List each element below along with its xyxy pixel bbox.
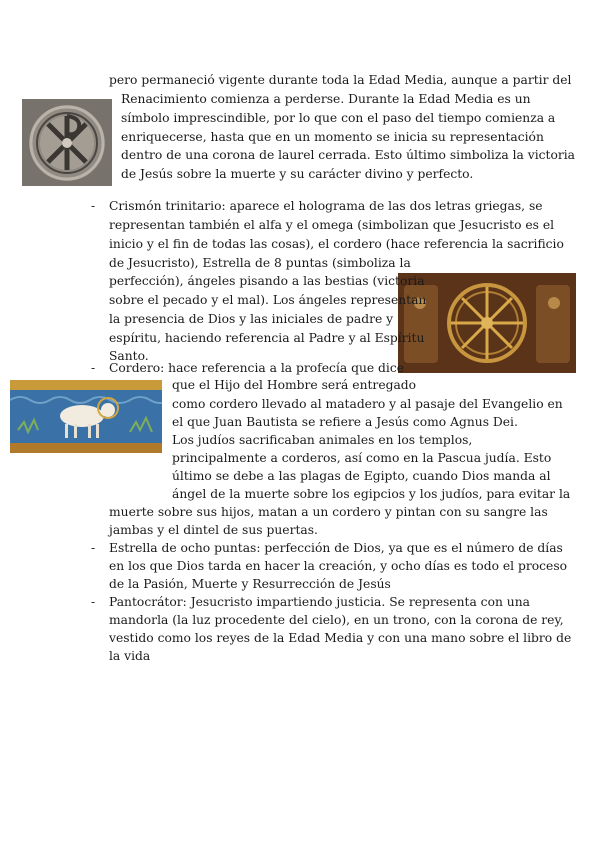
intro-line: dentro de una corona de laurel cerrada. Esto último simboliza la victoria	[121, 148, 576, 162]
bullet-marker: -	[91, 541, 96, 555]
cordero-line: que el Hijo del Hombre será entregado	[172, 378, 417, 392]
crismon-line: perfección), ángeles pisando a las bestias (victoria	[109, 274, 425, 288]
cordero-line: como cordero llevado al matadero y al pasaje del Evangelio en	[172, 397, 563, 411]
crismon-line: Santo.	[109, 349, 149, 363]
crismon-line: inicio y el fin de todas las cosas), el cordero (hace referencia la sacrificio	[109, 237, 564, 251]
crismon-line: sobre el pecado y el mal). Los ángeles representan	[109, 293, 427, 307]
crismon-trinitario-image	[398, 273, 576, 373]
bullet-marker: -	[91, 361, 96, 375]
cordero-line: principalmente a corderos, así como en la Pascua judía. Esto	[172, 451, 552, 465]
intro-line: símbolo imprescindible, por lo que con el paso del tiempo comienza a	[121, 111, 556, 125]
crismon-line: la presencia de Dios y las iniciales de padre y	[109, 312, 394, 326]
bullet-marker: -	[91, 595, 96, 609]
pantocrator-line: mandorla (la luz procedente del cielo), en un trono, con la corona de rey,	[109, 613, 564, 627]
crismon-stone-image	[22, 99, 112, 186]
cordero-line: jambas y el dintel de sus puertas.	[109, 523, 318, 537]
cordero-line: último se debe a las plagas de Egipto, cuando Dios manda al	[172, 469, 551, 483]
bullet-marker: -	[91, 199, 96, 213]
cordero-line: ángel de la muerte sobre los egipcios y los judíos, para evitar la	[172, 487, 571, 501]
intro-line: pero permaneció vigente durante toda la Edad Media, aunque a partir del	[109, 73, 572, 87]
crismon-line: espíritu, haciendo referencia al Padre y al Espíritu	[109, 331, 425, 345]
pantocrator-line: Pantocrátor: Jesucristo impartiendo justicia. Se representa con una	[109, 595, 530, 609]
crismon-line: Crismón trinitario: aparece el holograma de las dos letras griegas, se	[109, 199, 543, 213]
estrella-line: Estrella de ocho puntas: perfección de Dios, ya que es el número de días	[109, 541, 563, 555]
intro-line: enriquecerse, hasta que en un momento se inicia su representación	[121, 130, 544, 144]
estrella-line: de la Pasión, Muerte y Resurrección de Jesús	[109, 577, 391, 591]
estrella-line: en los que Dios tarda en hacer la creación, y ocho días es todo el proceso	[109, 559, 568, 573]
cordero-line: muerte sobre sus hijos, matan a un cordero y pintan con su sangre las	[109, 505, 548, 519]
intro-line: Renacimiento comienza a perderse. Durante la Edad Media es un	[121, 92, 531, 106]
cordero-image	[10, 380, 162, 453]
pantocrator-line: vestido como los reyes de la Edad Media y con una mano sobre el libro de	[109, 631, 572, 645]
cordero-line: el que Juan Bautista se refiere a Jesús como Agnus Dei.	[172, 415, 518, 429]
cordero-line: Los judíos sacrificaban animales en los templos,	[172, 433, 473, 447]
crismon-line: de Jesucristo), Estrella de 8 puntas (simboliza la	[109, 256, 411, 270]
pantocrator-line: la vida	[109, 649, 151, 663]
cordero-line: Cordero: hace referencia a la profecía que dice	[109, 361, 405, 375]
intro-line: de Jesús sobre la muerte y su carácter divino y perfecto.	[121, 167, 474, 181]
crismon-line: representan también el alfa y el omega (simbolizan que Jesucristo es el	[109, 218, 555, 232]
